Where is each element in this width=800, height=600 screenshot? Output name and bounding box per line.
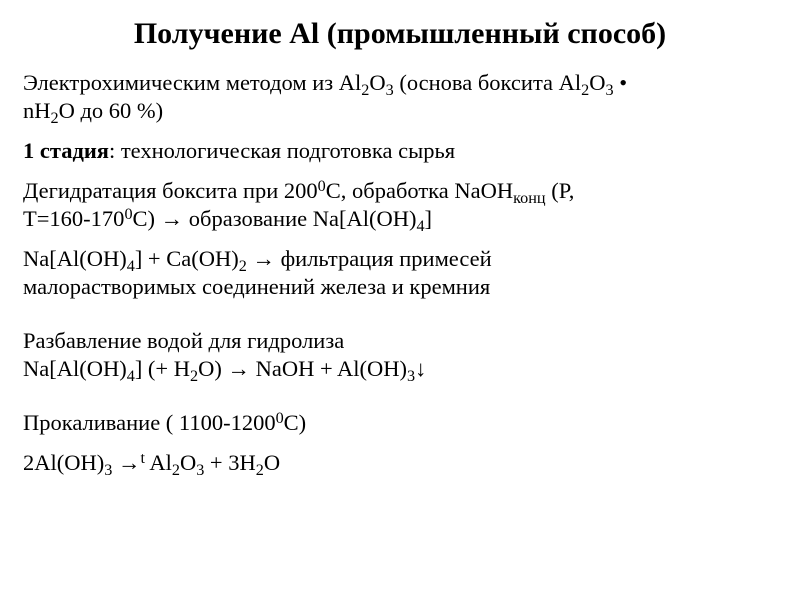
text: O до 60 %) bbox=[58, 98, 164, 123]
intro-line-1 bbox=[23, 69, 783, 100]
stage-label: 1 стадия bbox=[23, 138, 109, 163]
text: Al bbox=[144, 450, 172, 475]
filtration-line-2: малорастворимых соединений железа и кремния bbox=[23, 274, 491, 299]
subscript: 2 bbox=[255, 461, 264, 480]
filtration-paragraph bbox=[23, 245, 783, 301]
text: O bbox=[179, 450, 197, 475]
superscript: 0 bbox=[124, 205, 133, 224]
text: O) → NaOH + Al(OH) bbox=[198, 356, 407, 381]
text: ] + Ca(OH) bbox=[134, 246, 239, 271]
text: T=160-170 bbox=[23, 206, 125, 231]
text: ] (+ H bbox=[134, 356, 190, 381]
text: O bbox=[263, 450, 281, 475]
text: (P, bbox=[545, 178, 575, 203]
text: C) bbox=[283, 410, 307, 435]
superscript: 0 bbox=[317, 177, 326, 196]
text: Дегидратация боксита при 200 bbox=[23, 178, 318, 203]
text: Электрохимическим методом из Al bbox=[23, 70, 362, 95]
text: O bbox=[369, 70, 386, 95]
subscript: 2 bbox=[361, 81, 370, 100]
text: ] bbox=[424, 206, 433, 231]
text: Na[Al(OH) bbox=[23, 356, 127, 381]
text: O bbox=[589, 70, 606, 95]
hydrolysis-line-1: Разбавление водой для гидролиза bbox=[23, 328, 345, 353]
calcination-equation bbox=[23, 449, 783, 480]
dehydration-paragraph bbox=[23, 177, 783, 236]
hydrolysis-line-2 bbox=[23, 355, 783, 386]
stage-1-heading bbox=[23, 137, 783, 165]
superscript: 0 bbox=[275, 409, 284, 428]
text: С, обработка NaOH bbox=[325, 178, 514, 203]
subscript: 3 bbox=[385, 81, 394, 100]
subscript: 2 bbox=[238, 257, 247, 276]
text: → bbox=[112, 450, 141, 475]
subscript: 3 bbox=[104, 461, 113, 480]
slide-title: Получение Al (промышленный способ) bbox=[133, 17, 667, 50]
subscript: 2 bbox=[50, 109, 59, 128]
subscript: 3 bbox=[407, 367, 416, 386]
subscript: конц bbox=[513, 189, 546, 208]
subscript: 3 bbox=[605, 81, 614, 100]
text: 2Al(OH) bbox=[23, 450, 105, 475]
text: (основа боксита Al bbox=[393, 70, 582, 95]
subscript: 4 bbox=[126, 367, 135, 386]
text: ↓ bbox=[415, 356, 427, 381]
intro-paragraph bbox=[23, 69, 783, 128]
text: Прокаливание ( 1100-1200 bbox=[23, 410, 276, 435]
subscript: 4 bbox=[126, 257, 135, 276]
subscript: 2 bbox=[190, 367, 199, 386]
text: nH bbox=[23, 98, 51, 123]
text: → фильтрация примесей bbox=[246, 246, 492, 271]
text: Na[Al(OH) bbox=[23, 246, 127, 271]
superscript: t bbox=[140, 449, 145, 468]
calcination-paragraph bbox=[23, 409, 783, 437]
text: • bbox=[613, 70, 628, 95]
stage-description: : технологическая подготовка сырья bbox=[108, 138, 456, 163]
hydrolysis-paragraph bbox=[23, 327, 783, 386]
subscript: 2 bbox=[171, 461, 180, 480]
slide-body bbox=[23, 69, 783, 480]
dehydration-line-2 bbox=[23, 205, 783, 236]
subscript: 2 bbox=[581, 81, 590, 100]
text: C) → образование Na[Al(OH) bbox=[132, 206, 417, 231]
text: + 3H bbox=[204, 450, 256, 475]
intro-line-2 bbox=[23, 97, 783, 128]
subscript: 4 bbox=[416, 217, 425, 236]
dehydration-line-1 bbox=[23, 177, 783, 208]
filtration-line-1 bbox=[23, 245, 783, 276]
subscript: 3 bbox=[196, 461, 205, 480]
